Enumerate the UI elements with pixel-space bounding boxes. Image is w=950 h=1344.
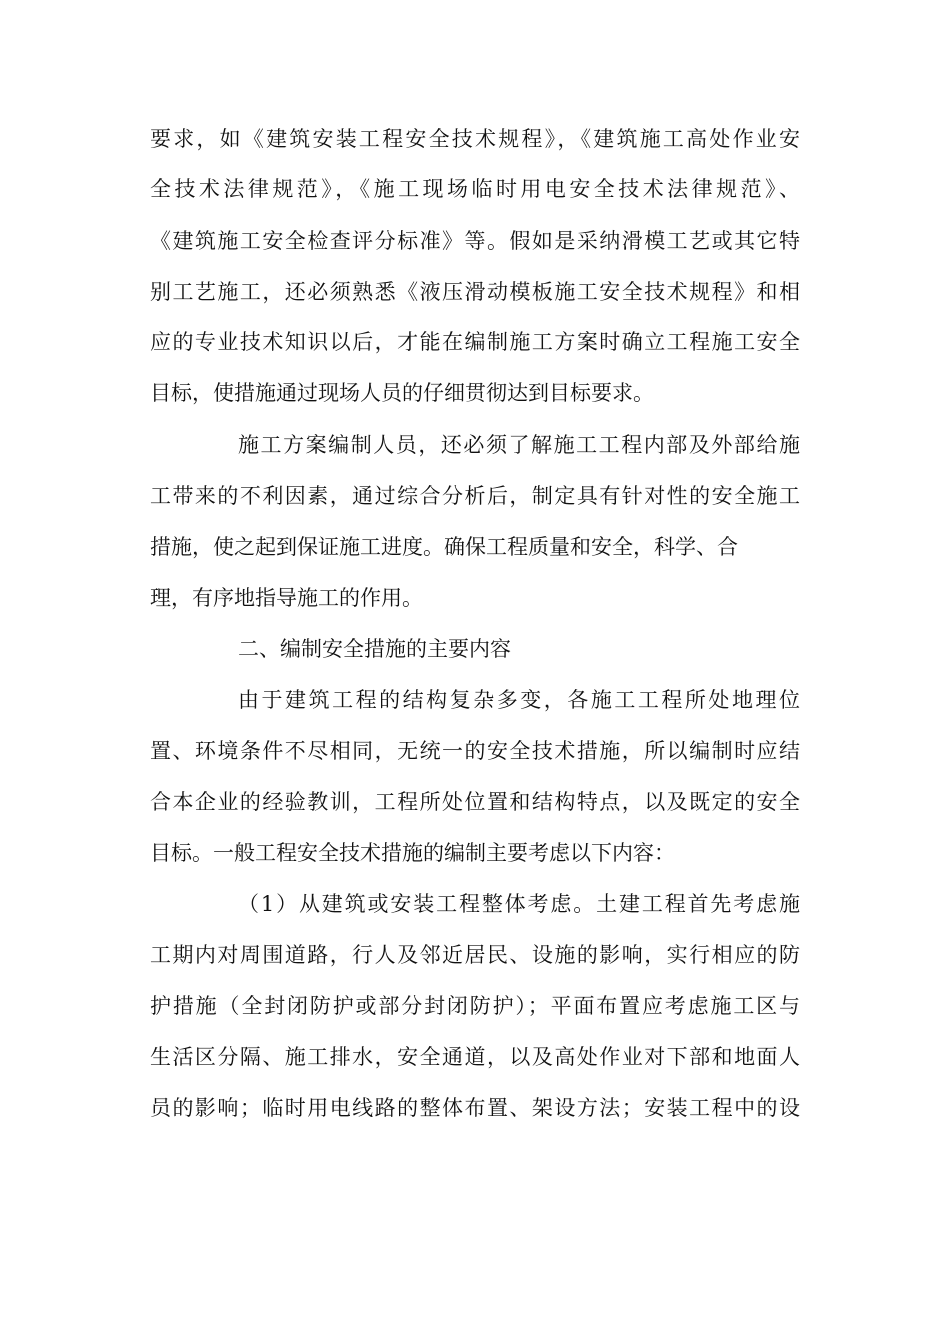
paragraph-line: 别工艺施工，还必须熟悉《液压滑动模板施工安全技术规程》和相 [150,280,800,304]
section-heading: 二、编制安全措施的主要内容 [238,637,511,661]
paragraph-line: 《建筑施工安全检查评分标准》等。假如是采纳滑模工艺或其它特 [150,229,800,253]
paragraph-line: （1）从建筑或安装工程整体考虑。土建工程首先考虑施 [238,892,800,916]
paragraph-line: 生活区分隔、施工排水，安全通道，以及高处作业对下部和地面人 [150,1045,800,1069]
paragraph-line: 目标，使措施通过现场人员的仔细贯彻达到目标要求。 [150,381,654,405]
paragraph-line: 员的影响；临时用电线路的整体布置、架设方法；安装工程中的设 [150,1096,800,1120]
paragraph-line: 目标。一般工程安全技术措施的编制主要考虑以下内容： [150,841,675,865]
paragraph-line: 工期内对周围道路，行人及邻近居民、设施的影响，实行相应的防 [150,943,800,967]
paragraph-line: 由于建筑工程的结构复杂多变，各施工工程所处地理位 [238,688,800,712]
paragraph-line: 理，有序地指导施工的作用。 [150,586,423,610]
paragraph-line: 置、环境条件不尽相同，无统一的安全技术措施，所以编制时应结 [150,739,800,763]
paragraph-line: 要求，如《建筑安装工程安全技术规程》，《建筑施工高处作业安 [150,127,800,151]
paragraph-line: 施工方案编制人员，还必须了解施工工程内部及外部给施 [238,433,800,457]
paragraph-line: 全技术法律规范》，《施工现场临时用电安全技术法律规范》、 [150,177,800,201]
paragraph-line: 应的专业技术知识以后，才能在编制施工方案时确立工程施工安全 [150,330,800,354]
paragraph-line: 合本企业的经验教训，工程所处位置和结构特点，以及既定的安全 [150,790,800,814]
paragraph-line: 工带来的不利因素，通过综合分析后，制定具有针对性的安全施工 [150,484,800,508]
paragraph-line: 措施，使之起到保证施工进度。确保工程质量和安全，科学、合 [150,535,738,559]
paragraph-line: 护措施（全封闭防护或部分封闭防护）；平面布置应考虑施工区与 [150,994,800,1018]
